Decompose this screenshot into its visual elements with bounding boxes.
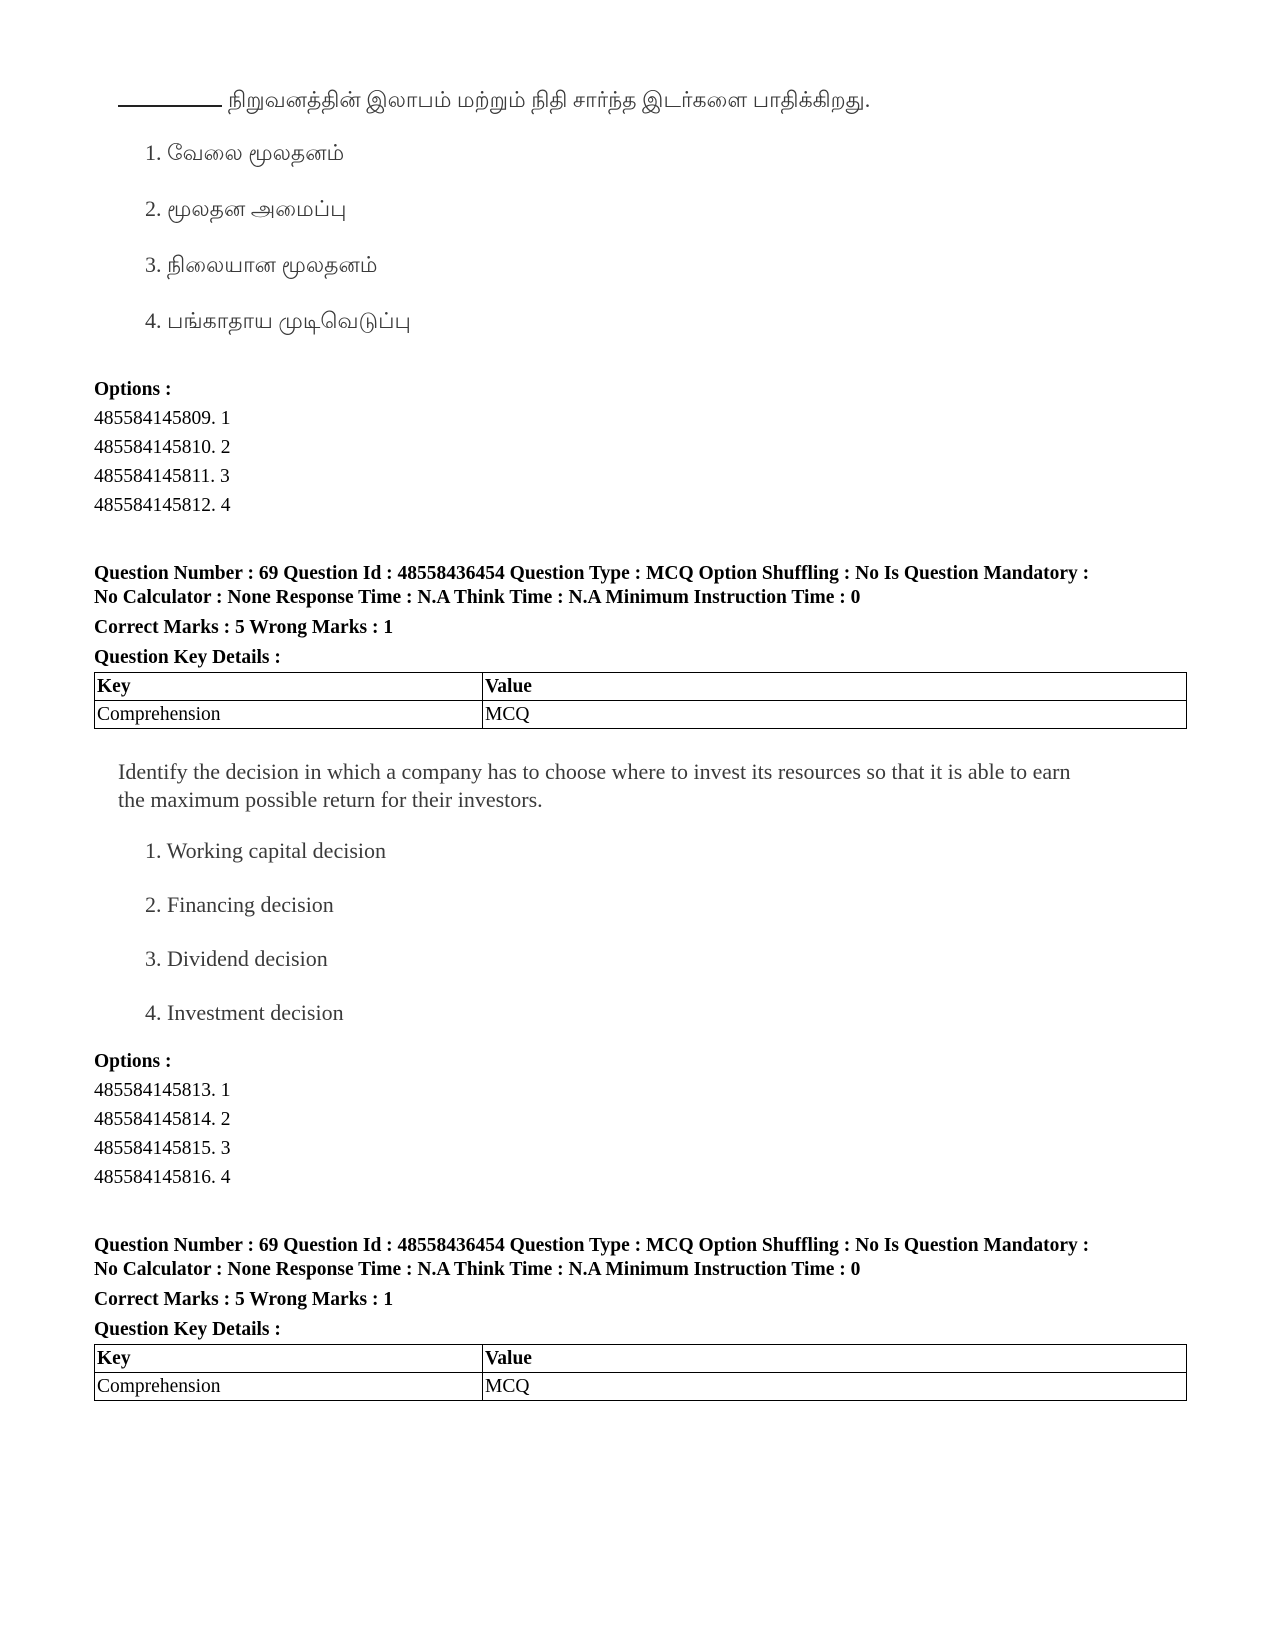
question-metadata — [94, 562, 1194, 670]
question-image-english — [115, 758, 1175, 1028]
question-marks: Correct Marks : 5 Wrong Marks : 1 — [94, 617, 394, 638]
question-stem — [118, 86, 870, 114]
option-item: 485584145815. 3 — [94, 1138, 231, 1159]
question-stem-text: நிறுவனத்தின் இலாபம் மற்றும் நிதி சார்ந்த இடர்களை பாதிக்கிறது. — [228, 87, 871, 112]
options-label: Options : — [94, 379, 172, 400]
table-cell-value: MCQ — [483, 1373, 1187, 1401]
question-stem-line-2: the maximum possible return for their investors. — [118, 787, 543, 812]
table-row — [95, 701, 1187, 729]
table-cell-value: MCQ — [483, 701, 1187, 729]
option-item: 485584145812. 4 — [94, 495, 231, 516]
question-stem-line-1: Identify the decision in which a company has to choose where to invest its resources so that it is able to earn — [118, 759, 1071, 784]
question-key-details-label: Question Key Details : — [94, 1319, 281, 1340]
fill-in-blank — [118, 105, 222, 107]
option-item: 485584145809. 1 — [94, 408, 231, 429]
choice-4: 4. பங்காதாய முடிவெடுப்பு — [145, 308, 411, 333]
choice-2: 2. Financing decision — [145, 892, 334, 917]
choice-2: 2. மூலதன அமைப்பு — [145, 196, 347, 221]
question-meta-line-2: No Calculator : None Response Time : N.A Think Time : N.A Minimum Instruction Time : 0 — [94, 1259, 861, 1280]
option-item: 485584145810. 2 — [94, 437, 231, 458]
question-key-details-label: Question Key Details : — [94, 647, 281, 668]
choice-3: 3. Dividend decision — [145, 946, 328, 971]
table-row — [95, 1373, 1187, 1401]
question-meta-line-1: Question Number : 69 Question Id : 48558436454 Question Type : MCQ Option Shuffling : No Is Question Mandatory : — [94, 563, 1090, 584]
option-item: 485584145816. 4 — [94, 1167, 231, 1188]
question-meta-line-1: Question Number : 69 Question Id : 48558436454 Question Type : MCQ Option Shuffling : No Is Question Mandatory : — [94, 1235, 1090, 1256]
choice-3: 3. நிலையான மூலதனம் — [145, 252, 378, 277]
option-item: 485584145814. 2 — [94, 1109, 231, 1130]
question-marks: Correct Marks : 5 Wrong Marks : 1 — [94, 1289, 394, 1310]
table-header-row — [95, 1345, 1187, 1373]
options-list — [94, 378, 1194, 520]
options-list — [94, 1050, 1194, 1192]
choice-4: 4. Investment decision — [145, 1000, 344, 1025]
question-metadata — [94, 1234, 1194, 1342]
question-image-tamil — [115, 82, 1115, 352]
question-key-table — [94, 672, 1187, 729]
table-header-value: Value — [483, 1345, 1187, 1373]
table-header-key: Key — [95, 1345, 483, 1373]
table-header-key: Key — [95, 673, 483, 701]
option-item: 485584145811. 3 — [94, 466, 230, 487]
table-cell-key: Comprehension — [95, 701, 483, 729]
choice-1: 1. வேலை மூலதனம் — [145, 140, 345, 165]
choice-1: 1. Working capital decision — [145, 838, 386, 863]
table-header-row — [95, 673, 1187, 701]
option-item: 485584145813. 1 — [94, 1080, 231, 1101]
question-key-table — [94, 1344, 1187, 1401]
options-label: Options : — [94, 1051, 172, 1072]
table-cell-key: Comprehension — [95, 1373, 483, 1401]
table-header-value: Value — [483, 673, 1187, 701]
question-meta-line-2: No Calculator : None Response Time : N.A Think Time : N.A Minimum Instruction Time : 0 — [94, 587, 861, 608]
